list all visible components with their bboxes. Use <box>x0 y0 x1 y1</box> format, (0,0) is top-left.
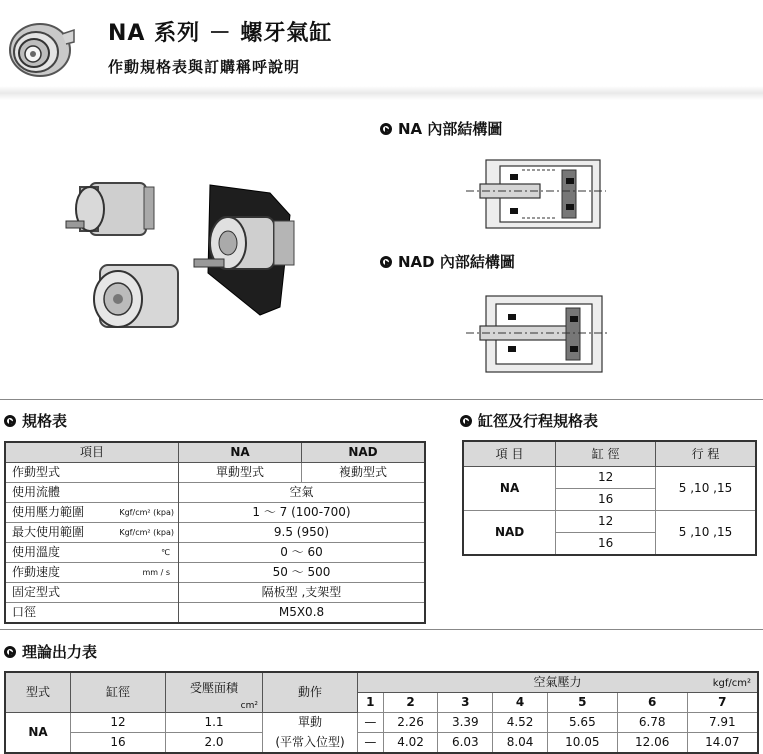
spec-value: 50 ～ 500 <box>179 563 426 583</box>
output-value: 6.03 <box>438 733 493 754</box>
output-value: 6.78 <box>617 713 687 733</box>
spec-value: 9.5 (950) <box>179 523 426 543</box>
stroke-model: NA <box>463 467 556 511</box>
pressure-col: 4 <box>493 693 548 713</box>
bullet-arrow-icon <box>460 415 472 427</box>
output-value: — <box>358 733 384 754</box>
output-value: 4.52 <box>493 713 548 733</box>
output-value: — <box>358 713 384 733</box>
stroke-model: NAD <box>463 511 556 556</box>
stroke-header-item: 項 目 <box>463 441 556 467</box>
table-row <box>5 713 758 733</box>
output-value: 5.65 <box>547 713 617 733</box>
pressure-col: 5 <box>547 693 617 713</box>
spec-value-na: 單動型式 <box>179 463 302 483</box>
stroke-bore: 16 <box>556 489 656 511</box>
spec-value: 隔板型 ,支架型 <box>179 583 426 603</box>
spec-unit: Kgf/cm² (kpa) <box>112 503 179 523</box>
section-divider <box>0 399 763 400</box>
header-band <box>0 0 763 100</box>
spec-header-na: NA <box>179 442 302 463</box>
stroke-values: 5 ,10 ,15 <box>656 467 756 511</box>
cylinder-thumbnail-icon <box>4 12 76 84</box>
spec-header-nad: NAD <box>302 442 426 463</box>
spec-table-header <box>5 442 425 463</box>
table-row <box>463 511 756 533</box>
spec-item: 作動型式 <box>5 463 112 483</box>
spec-value-nad: 複動型式 <box>302 463 426 483</box>
output-bore: 12 <box>71 713 166 733</box>
table-row <box>5 523 425 543</box>
spec-item: 使用流體 <box>5 483 112 503</box>
output-value: 14.07 <box>687 733 758 754</box>
spec-item: 固定型式 <box>5 583 112 603</box>
nad-structure-heading: NAD 內部結構圖 <box>380 251 515 272</box>
output-value: 3.39 <box>438 713 493 733</box>
na-structure-diagram <box>466 156 606 232</box>
output-action-1: 單動 <box>263 713 358 733</box>
stroke-table-header <box>463 441 756 467</box>
spec-item: 口徑 <box>5 603 112 624</box>
header-logo <box>4 12 76 84</box>
section-divider <box>0 629 763 630</box>
output-header-action: 動作 <box>263 672 358 713</box>
spec-table <box>4 441 426 624</box>
spec-unit: Kgf/cm² (kpa) <box>112 523 179 543</box>
output-header-model: 型式 <box>5 672 71 713</box>
bullet-arrow-icon <box>380 256 392 268</box>
spec-heading: 規格表 <box>4 410 67 431</box>
output-table-header <box>5 672 758 693</box>
bullet-arrow-icon <box>380 123 392 135</box>
output-value: 12.06 <box>617 733 687 754</box>
output-area: 1.1 <box>166 713 263 733</box>
output-heading: 理論出力表 <box>4 641 97 662</box>
page-subtitle: 作動規格表與訂購稱呼說明 <box>108 58 301 76</box>
table-row <box>463 467 756 489</box>
spec-value: 1 ～ 7 (100-700) <box>179 503 426 523</box>
table-row <box>5 503 425 523</box>
stroke-table <box>462 440 757 556</box>
table-row <box>5 483 425 503</box>
stroke-values: 5 ,10 ,15 <box>656 511 756 556</box>
table-row <box>5 563 425 583</box>
spec-value: M5X0.8 <box>179 603 426 624</box>
cylinder-nad-bracket-image <box>194 185 294 315</box>
table-row <box>5 543 425 563</box>
spec-item: 作動速度 <box>5 563 112 583</box>
stroke-heading: 缸徑及行程規格表 <box>460 410 598 431</box>
spec-unit <box>112 483 179 503</box>
output-header-pressure <box>358 672 759 693</box>
bullet-arrow-icon <box>4 415 16 427</box>
page-title: NA 系列 － 螺牙氣缸 <box>108 21 333 46</box>
na-structure-heading: NA 內部結構圖 <box>380 118 502 139</box>
output-value: 10.05 <box>547 733 617 754</box>
spec-item: 最大使用範圍 <box>5 523 112 543</box>
output-header-bore: 缸徑 <box>71 672 166 713</box>
output-value: 2.26 <box>383 713 438 733</box>
stroke-bore: 16 <box>556 533 656 556</box>
pressure-col: 2 <box>383 693 438 713</box>
pressure-col: 1 <box>358 693 384 713</box>
bullet-arrow-icon <box>4 646 16 658</box>
output-bore: 16 <box>71 733 166 754</box>
table-row <box>5 463 425 483</box>
output-header-pressure-unit: kgf/cm² <box>712 678 751 689</box>
spec-unit <box>112 463 179 483</box>
stroke-header-bore: 缸 徑 <box>556 441 656 467</box>
spec-unit <box>112 583 179 603</box>
pressure-col: 7 <box>687 693 758 713</box>
spec-unit <box>112 603 179 624</box>
stroke-bore: 12 <box>556 511 656 533</box>
cylinder-na-image <box>66 183 154 235</box>
spec-value: 空氣 <box>179 483 426 503</box>
output-action-2: (平常入位型) <box>263 733 358 754</box>
output-value: 7.91 <box>687 713 758 733</box>
spec-unit: ℃ <box>112 543 179 563</box>
stroke-header-stroke: 行 程 <box>656 441 756 467</box>
nad-structure-diagram <box>466 294 608 376</box>
spec-item: 使用壓力範圍 <box>5 503 112 523</box>
spec-header-item: 項目 <box>5 442 179 463</box>
output-value: 4.02 <box>383 733 438 754</box>
table-row <box>5 733 758 754</box>
table-row <box>5 583 425 603</box>
cylinder-na-front-image <box>94 265 178 327</box>
pressure-col: 6 <box>617 693 687 713</box>
pressure-col: 3 <box>438 693 493 713</box>
output-header-area-label: 受壓面積 <box>189 681 238 695</box>
output-area: 2.0 <box>166 733 263 754</box>
output-header-area-unit: cm² <box>240 701 258 711</box>
output-model: NA <box>5 713 71 754</box>
output-value: 8.04 <box>493 733 548 754</box>
spec-value: 0 ～ 60 <box>179 543 426 563</box>
product-photo <box>60 165 310 345</box>
output-header-area <box>166 672 263 713</box>
spec-unit: mm / s <box>112 563 179 583</box>
stroke-bore: 12 <box>556 467 656 489</box>
output-table <box>4 671 759 754</box>
table-row <box>5 603 425 624</box>
spec-item: 使用溫度 <box>5 543 112 563</box>
output-header-pressure-label: 空氣壓力 <box>533 675 582 689</box>
